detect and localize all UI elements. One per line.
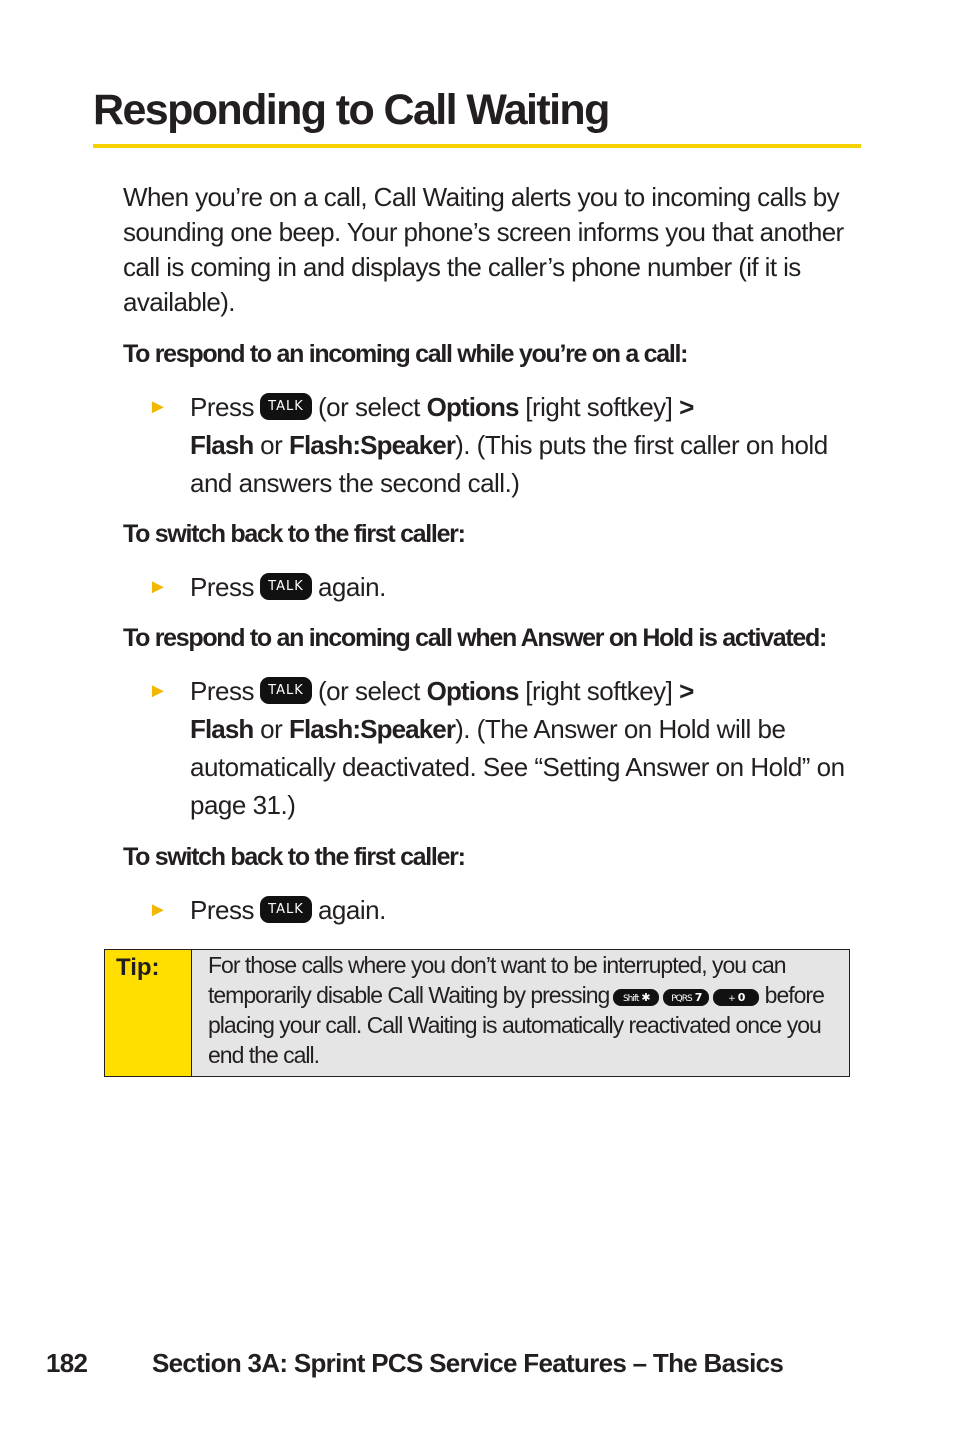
chevron-right-icon: > xyxy=(679,676,694,706)
section-heading: To switch back to the first caller: xyxy=(123,520,465,548)
bullet-arrow-icon: ► xyxy=(148,396,168,418)
chevron-right-icon: > xyxy=(679,392,694,422)
shift-star-key-icon: Shift ✱ xyxy=(613,989,659,1006)
step-text: Press TALK again. xyxy=(190,895,386,925)
step-text: Press TALK (or select Options [right softkey] > Flash or Flash:Speaker). (This puts the first caller on hold and answers the second call.) xyxy=(190,392,828,498)
section-heading: To respond to an incoming call while you’re on a call: xyxy=(123,340,688,368)
tip-box xyxy=(104,949,850,1077)
section-heading: To respond to an incoming call when Answer on Hold is activated: xyxy=(123,624,827,652)
plus-0-key-icon: + 0 xyxy=(713,989,759,1006)
tip-text: For those calls where you don’t want to be interrupted, you can temporarily disable Call Waiting by pressing Shift ✱ PQRS 7 + 0 before placing your call. Call Waiting is automatically reactivated once you end the call. xyxy=(208,952,824,1068)
step-text: Press TALK again. xyxy=(190,572,386,602)
pqrs-7-key-icon: PQRS 7 xyxy=(663,989,709,1006)
intro-paragraph: When you’re on a call, Call Waiting alerts you to incoming calls by sounding one beep. Your phone’s screen informs you that another call is coming in and displays the caller’s phone number (if it is available). xyxy=(123,182,844,317)
section-footer: Section 3A: Sprint PCS Service Features – The Basics xyxy=(152,1348,784,1378)
talk-key-icon: TALK xyxy=(260,677,312,704)
tip-label-panel xyxy=(105,950,192,1076)
talk-key-icon: TALK xyxy=(260,393,312,420)
section-heading: To switch back to the first caller: xyxy=(123,843,465,871)
talk-key-icon: TALK xyxy=(260,573,312,600)
page-number: 182 xyxy=(46,1348,88,1378)
bullet-arrow-icon: ► xyxy=(148,680,168,702)
bullet-arrow-icon: ► xyxy=(148,576,168,598)
page-title: Responding to Call Waiting xyxy=(93,86,609,134)
step-text: Press TALK (or select Options [right softkey] > Flash or Flash:Speaker). (The Answer on Hold will be automatically deactivated. See “Setting Answer on Hold” on page 31.) xyxy=(190,676,845,820)
tip-label: Tip: xyxy=(116,954,160,981)
bullet-arrow-icon: ► xyxy=(148,899,168,921)
title-divider xyxy=(93,144,861,148)
talk-key-icon: TALK xyxy=(260,896,312,923)
